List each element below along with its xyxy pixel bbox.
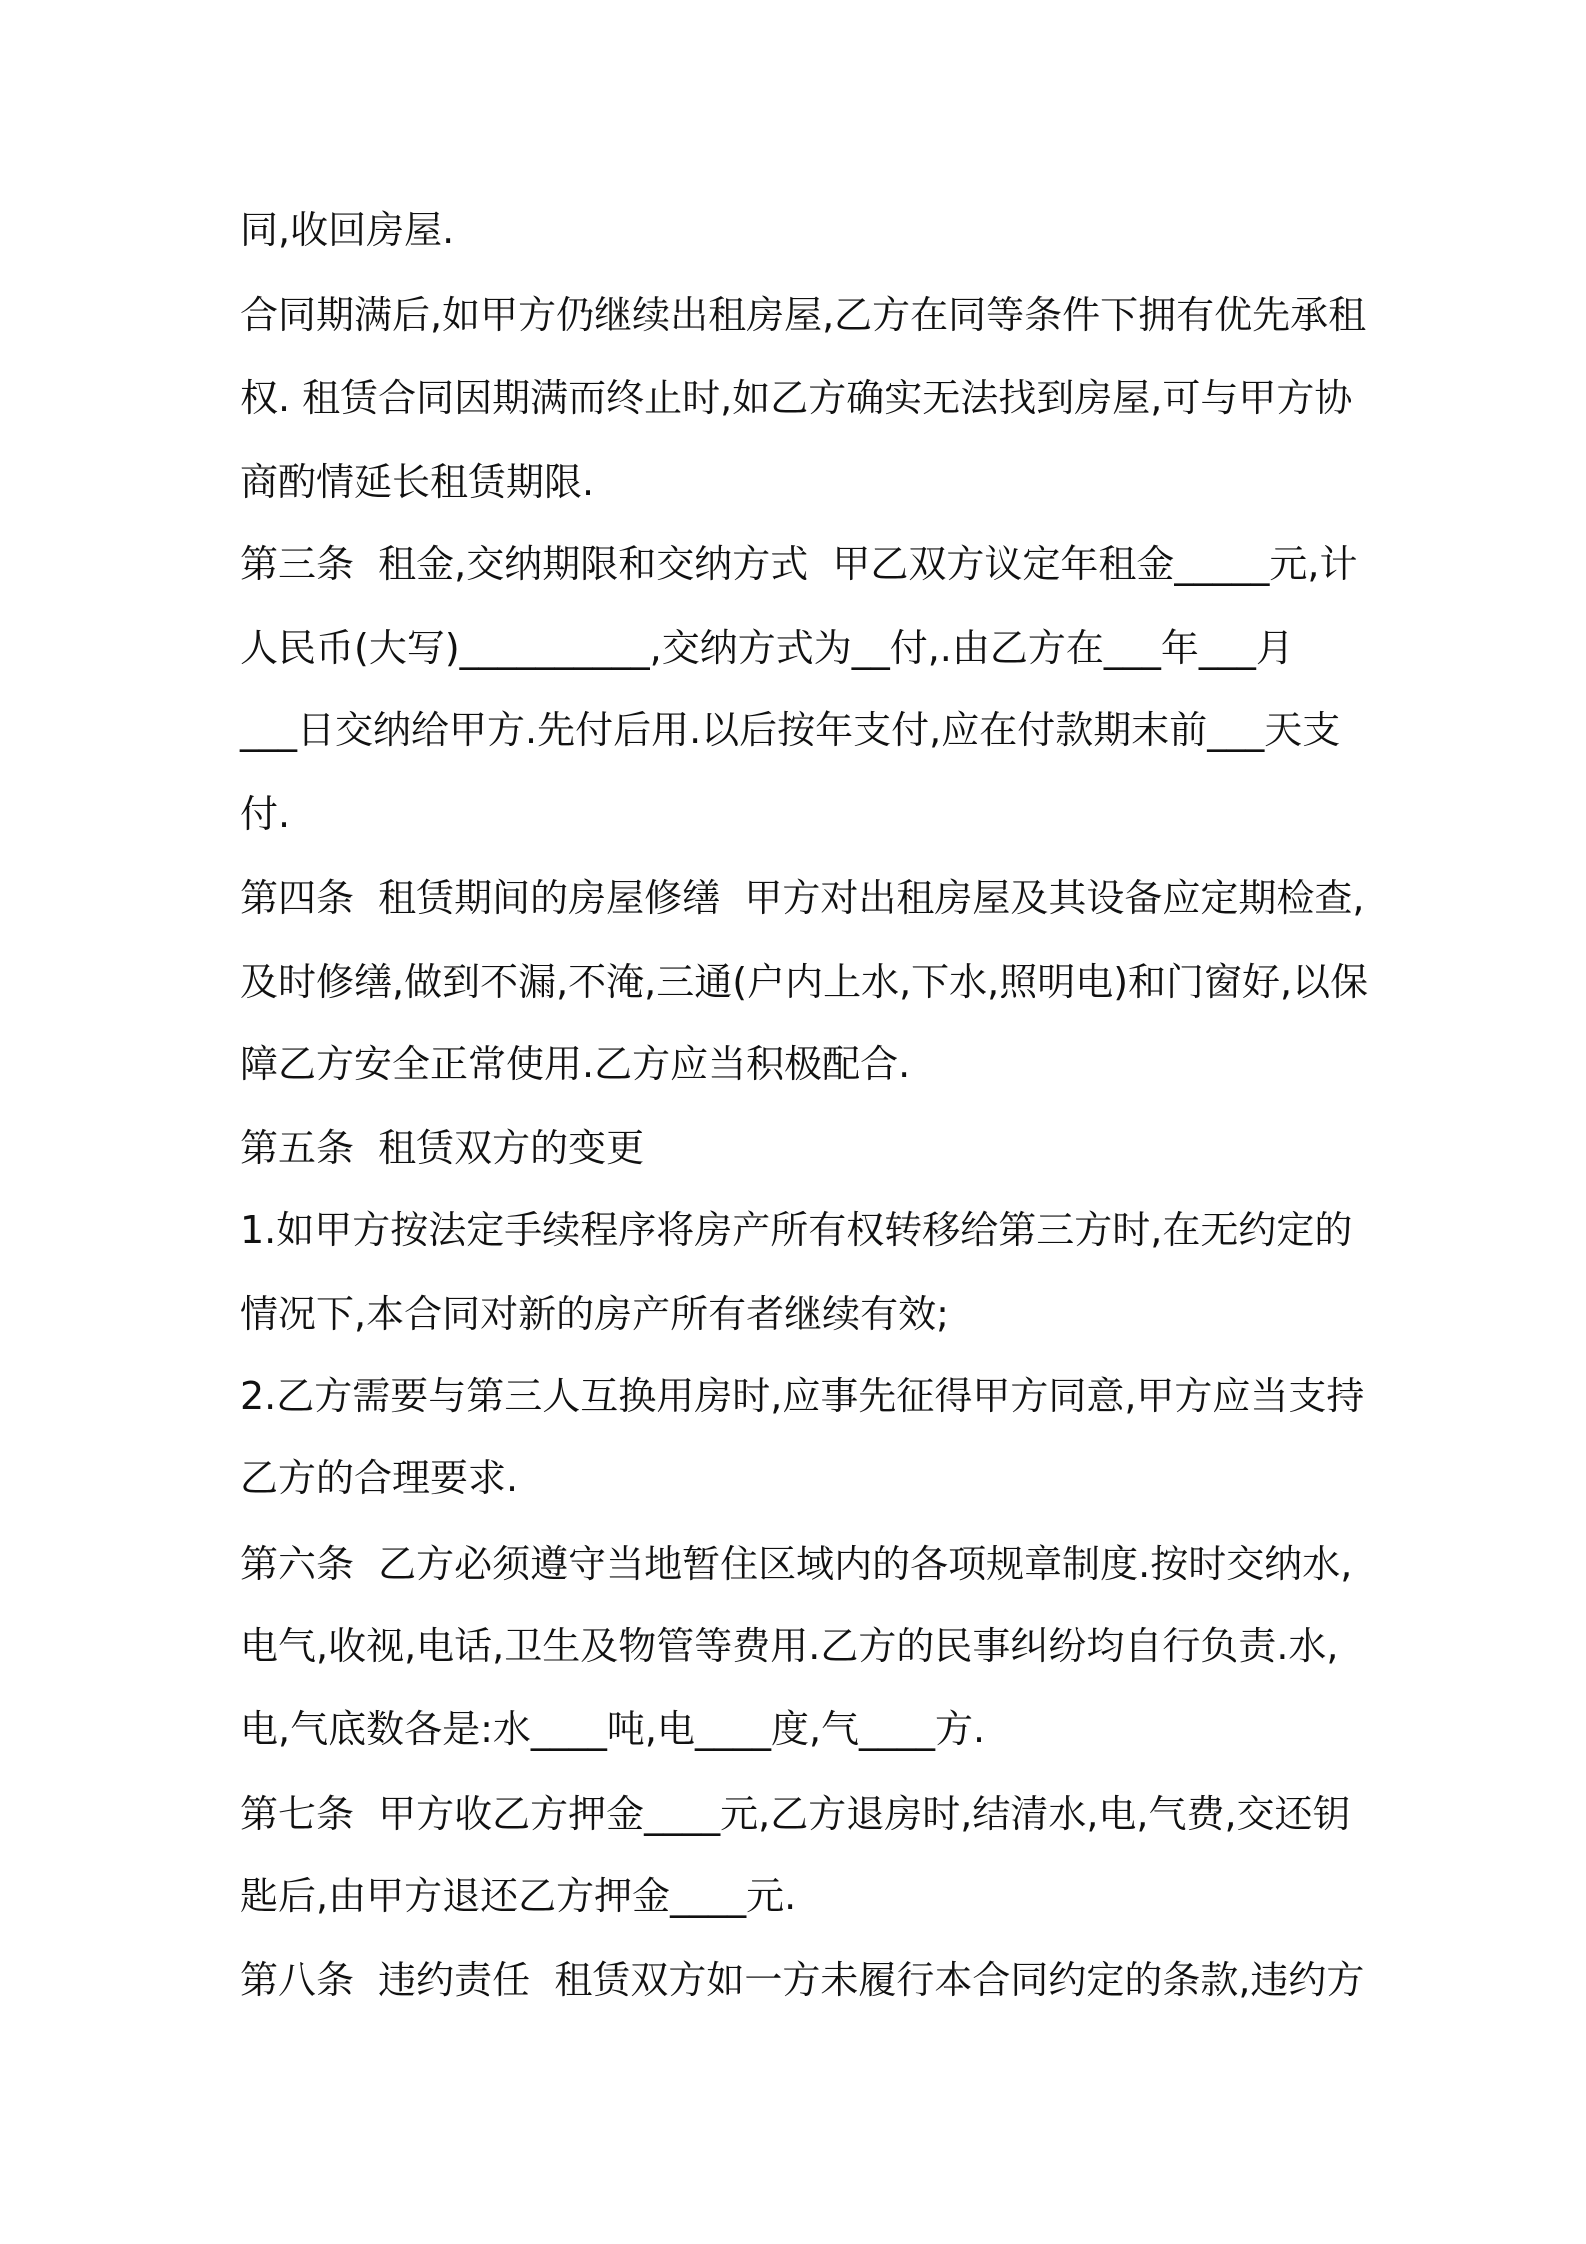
text-line: 同,收回房屋.	[240, 208, 455, 252]
text-line: 第三条 租金,交纳期限和交纳方式 甲乙双方议定年租金_____元,计	[240, 542, 1358, 586]
text-line: 第八条 违约责任 租赁双方如一方未履行本合同约定的条款,违约方	[240, 1958, 1365, 2002]
text-line: ___日交纳给甲方.先付后用.以后按年支付,应在付款期末前___天支	[240, 708, 1341, 752]
text-line: 障乙方安全正常使用.乙方应当积极配合.	[240, 1042, 911, 1086]
text-line: 商酌情延长租赁期限.	[240, 460, 595, 504]
text-line: 第四条 租赁期间的房屋修缮 甲方对出租房屋及其设备应定期检查,	[240, 876, 1365, 920]
text-line: 人民币(大写)__________,交纳方式为__付,.由乙方在___年___月	[240, 626, 1294, 670]
text-line: 乙方的合理要求.	[240, 1456, 519, 1500]
text-line: 第六条 乙方必须遵守当地暂住区域内的各项规章制度.按时交纳水,	[240, 1542, 1353, 1586]
text-line: 电,气底数各是:水____吨,电____度,气____方.	[240, 1707, 986, 1751]
text-line: 第五条 租赁双方的变更	[240, 1126, 645, 1170]
text-line: 2.乙方需要与第三人互换用房时,应事先征得甲方同意,甲方应当支持	[240, 1374, 1365, 1418]
text-line: 付.	[240, 792, 291, 836]
text-line: 情况下,本合同对新的房产所有者继续有效;	[240, 1292, 949, 1336]
text-line: 1.如甲方按法定手续程序将房产所有权转移给第三方时,在无约定的	[240, 1208, 1353, 1252]
text-line: 匙后,由甲方退还乙方押金____元.	[240, 1874, 797, 1918]
text-line: 及时修缮,做到不漏,不淹,三通(户内上水,下水,照明电)和门窗好,以保	[240, 960, 1369, 1004]
text-line: 权. 租赁合同因期满而终止时,如乙方确实无法找到房屋,可与甲方协	[240, 376, 1353, 420]
text-line: 合同期满后,如甲方仍继续出租房屋,乙方在同等条件下拥有优先承租	[240, 293, 1367, 337]
text-line: 电气,收视,电话,卫生及物管等费用.乙方的民事纠纷均自行负责.水,	[240, 1624, 1339, 1668]
text-line: 第七条 甲方收乙方押金____元,乙方退房时,结清水,电,气费,交还钥	[240, 1792, 1351, 1836]
